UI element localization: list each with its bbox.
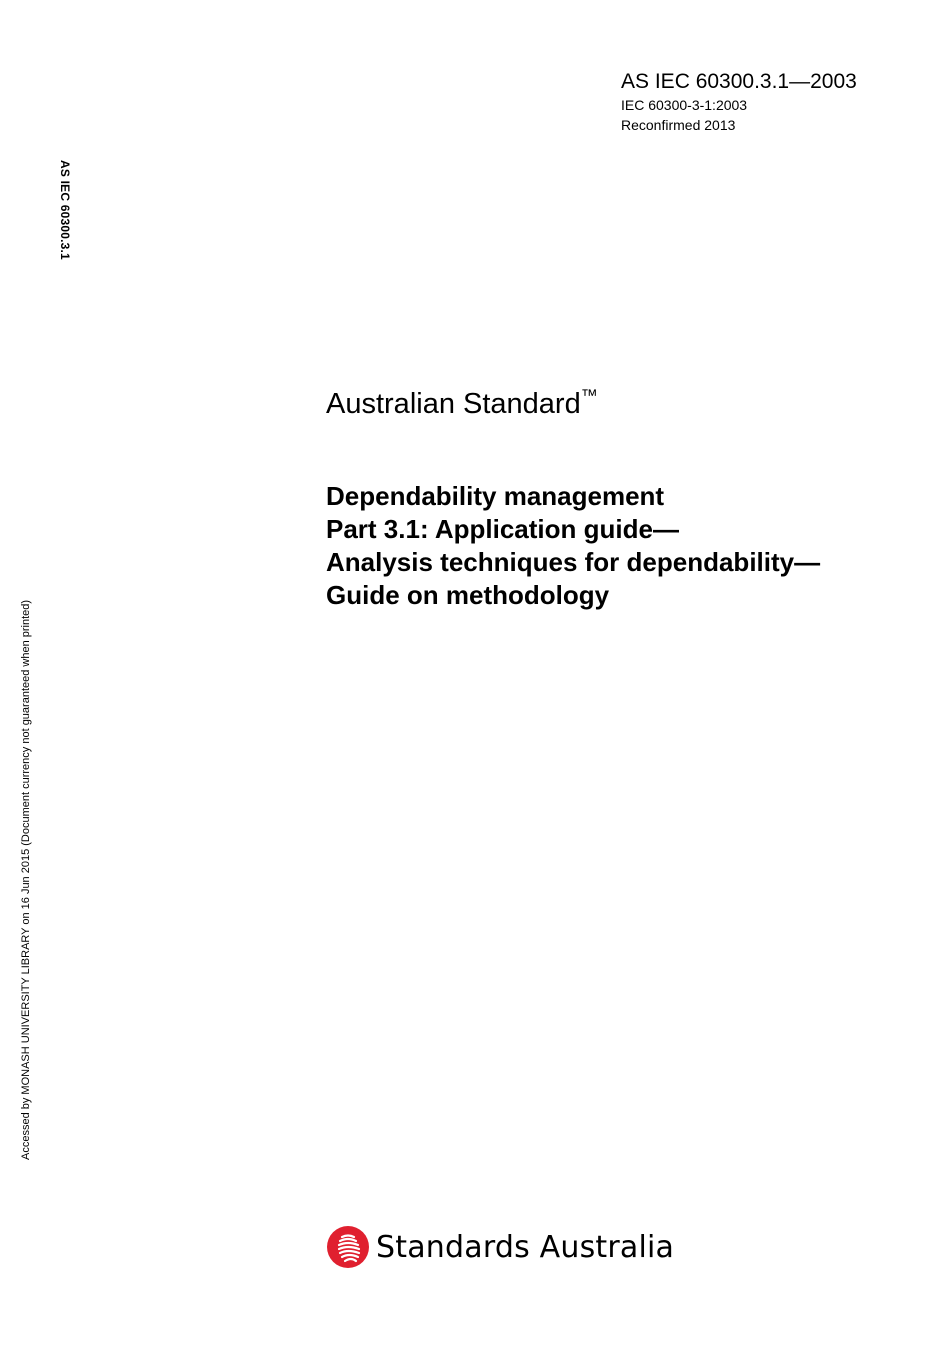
- reconfirmed-status: Reconfirmed 2013: [621, 117, 736, 133]
- title-line-4: Guide on methodology: [326, 580, 610, 610]
- trademark-symbol: ™: [580, 386, 598, 405]
- header-block: [621, 69, 921, 135]
- access-note: Accessed by MONASH UNIVERSITY LIBRARY on 16 Jun 2015 (Document currency not guaranteed when printed): [20, 600, 32, 1161]
- series-title: [326, 376, 598, 424]
- title-line-1: Dependability management: [326, 481, 665, 511]
- standard-number: AS IEC 60300.3.1—2003: [621, 70, 857, 93]
- standards-australia-logo-icon: [326, 1225, 370, 1269]
- title-line-3: Analysis techniques for dependability—: [326, 547, 821, 577]
- publisher-logo: [326, 1222, 674, 1272]
- iec-number: IEC 60300-3-1:2003: [621, 97, 748, 113]
- spine-label: AS IEC 60300.3.1: [58, 160, 72, 260]
- title-line-2: Part 3.1: Application guide—: [326, 514, 679, 544]
- document-title: [326, 480, 926, 612]
- publisher-name: Standards Australia: [376, 1229, 675, 1265]
- series-name: Australian Standard: [326, 388, 581, 420]
